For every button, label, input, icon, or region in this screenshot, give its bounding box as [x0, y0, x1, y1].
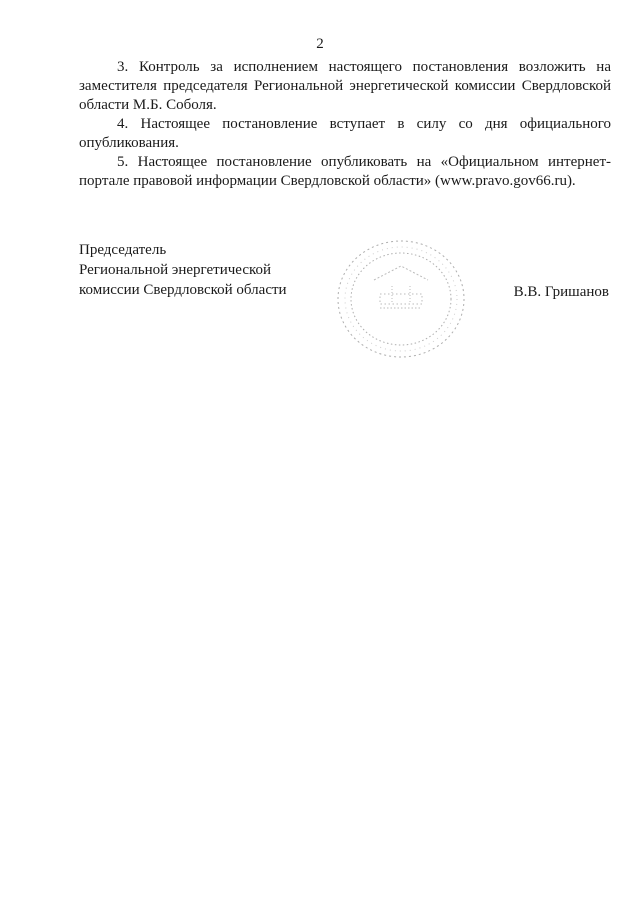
seal-icon: [334, 236, 468, 362]
paragraph-5: 5. Настоящее постановление опубликовать на «Официальном интернет-портале правовой информации Свердловской области» (www.pravo.gov66.ru).: [79, 154, 611, 189]
paragraph-3: 3. Контроль за исполнением настоящего постановления возложить на заместителя председателя Региональной энергетической комиссии Свердловской области М.Б. Соболя.: [79, 59, 611, 113]
document-body: [79, 58, 611, 191]
signature-position: [79, 240, 287, 300]
page-number: 2: [316, 36, 324, 52]
paragraph-4: 4. Настоящее постановление вступает в силу со дня официального опубликования.: [79, 116, 611, 151]
position-line: Председатель: [79, 242, 167, 258]
signer-name: В.В. Гришанов: [513, 284, 609, 300]
position-line: Региональной энергетической: [79, 262, 272, 278]
position-line: комиссии Свердловской области: [79, 282, 287, 298]
